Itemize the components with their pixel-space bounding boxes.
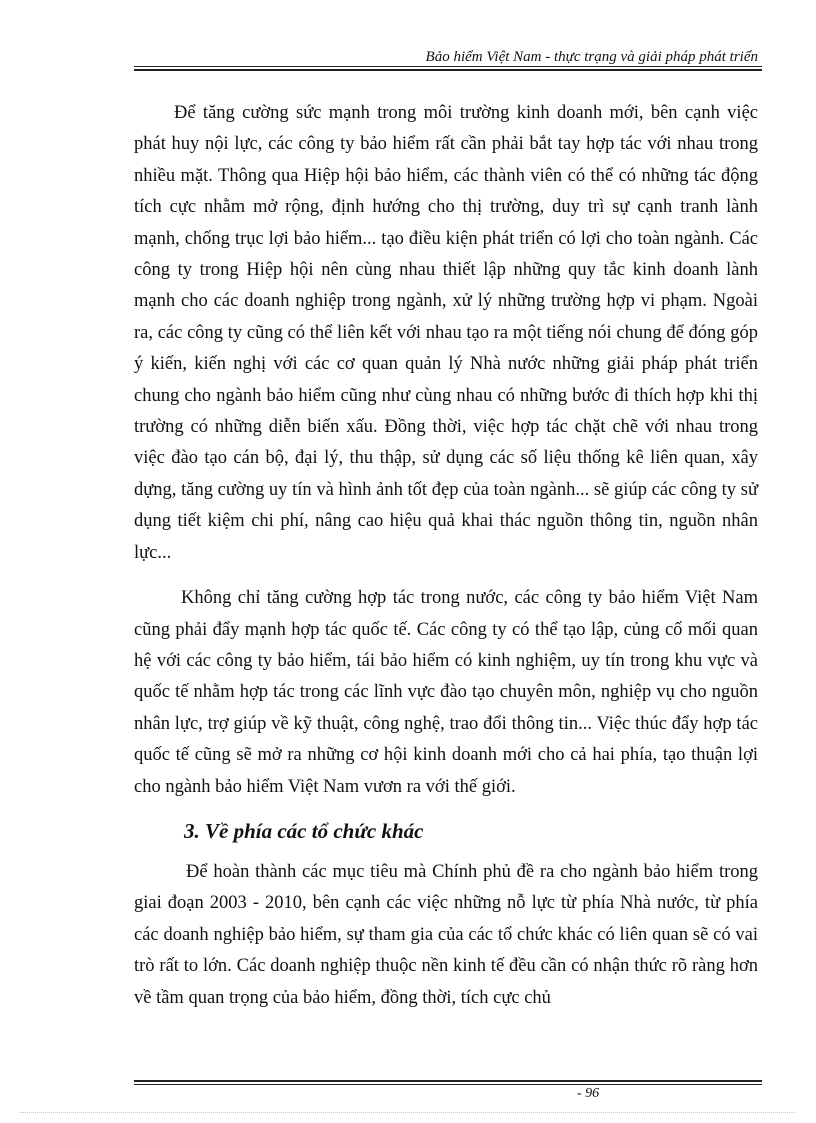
page-bottom-border <box>20 1112 796 1113</box>
section-heading: 3. Về phía các tổ chức khác <box>184 818 424 843</box>
page-header-title: Bảo hiểm Việt Nam - thực trạng và giải pháp phát triển <box>425 49 758 65</box>
paragraph-other-organizations: Để hoàn thành các mục tiêu mà Chính phủ đề ra cho ngành bảo hiểm trong giai đoạn 2003 - 2010, bên cạnh các việc những nỗ lực từ phía Nhà nước, từ phía các doanh nghiệp bảo hiểm, sự tham gia của các tổ chức khác có liên quan sẽ có vai trò rất to lớn. Các doanh nghiệp thuộc nền kinh tế đều cần có nhận thức rõ ràng hơn về tầm quan trọng của bảo hiểm, đồng thời, tích cực chủ <box>134 861 758 1008</box>
paragraph-cooperation-domestic: Để tăng cường sức mạnh trong môi trường kinh doanh mới, bên cạnh việc phát huy nội lực, các công ty bảo hiểm rất cần phải bắt tay hợp tác với nhau trong nhiều mặt. Thông qua Hiệp hội bảo hiểm, các thành viên có thể có những tác động tích cực nhằm mở rộng, định hướng cho thị trường, duy trì sự cạnh tranh lành mạnh, chống trục lợi bảo hiểm... tạo điều kiện phát triển có lợi cho toàn ngành. Các công ty trong Hiệp hội nên cùng nhau thiết lập những quy tắc kinh doanh lành mạnh cho các doanh nghiệp trong ngành, xử lý những trường hợp vi phạm. Ngoài ra, các công ty cũng có thể liên kết với nhau tạo ra một tiếng nói chung để đóng góp ý kiến, kiến nghị với các cơ quan quản lý Nhà nước những giải pháp phát triển chung cho ngành bảo hiểm cũng như cùng nhau có những bước đi thích hợp khi thị trường có những diễn biến xấu. Đồng thời, việc hợp tác chặt chẽ với nhau trong việc đào tạo cán bộ, đại lý, thu thập, sử dụng các số liệu thống kê liên quan, xây dựng, tăng cường uy tín và hình ảnh tốt đẹp của toàn ngành... sẽ giúp các công ty sử dụng tiết kiệm chi phí, nâng cao hiệu quả khai thác nguồn thông tin, nguồn nhân lực... <box>134 103 758 563</box>
page-number: - 96 <box>577 1086 600 1101</box>
header-rule-double <box>134 69 762 71</box>
footer-rule-double <box>134 1084 762 1085</box>
paragraph-cooperation-international: Không chỉ tăng cường hợp tác trong nước, các công ty bảo hiểm Việt Nam cũng phải đẩy mạnh hợp tác quốc tế. Các công ty có thể tạo lập, củng cố mối quan hệ với các công ty bảo hiểm, tái bảo hiểm có kinh nghiệm, uy tín trong khu vực và quốc tế nhằm hợp tác trong các lĩnh vực đào tạo chuyên môn, nghiệp vụ cho nguồn nhân lực, trợ giúp về kỹ thuật, công nghệ, trao đổi thông tin... Việc thúc đẩy hợp tác quốc tế cũng sẽ mở ra những cơ hội kinh doanh mới cho cả hai phía, tạo thuận lợi cho ngành bảo hiểm Việt Nam vươn ra với thế giới. <box>134 588 758 797</box>
header-rule <box>134 66 762 67</box>
footer-rule <box>134 1080 762 1082</box>
body-text <box>134 98 758 1014</box>
